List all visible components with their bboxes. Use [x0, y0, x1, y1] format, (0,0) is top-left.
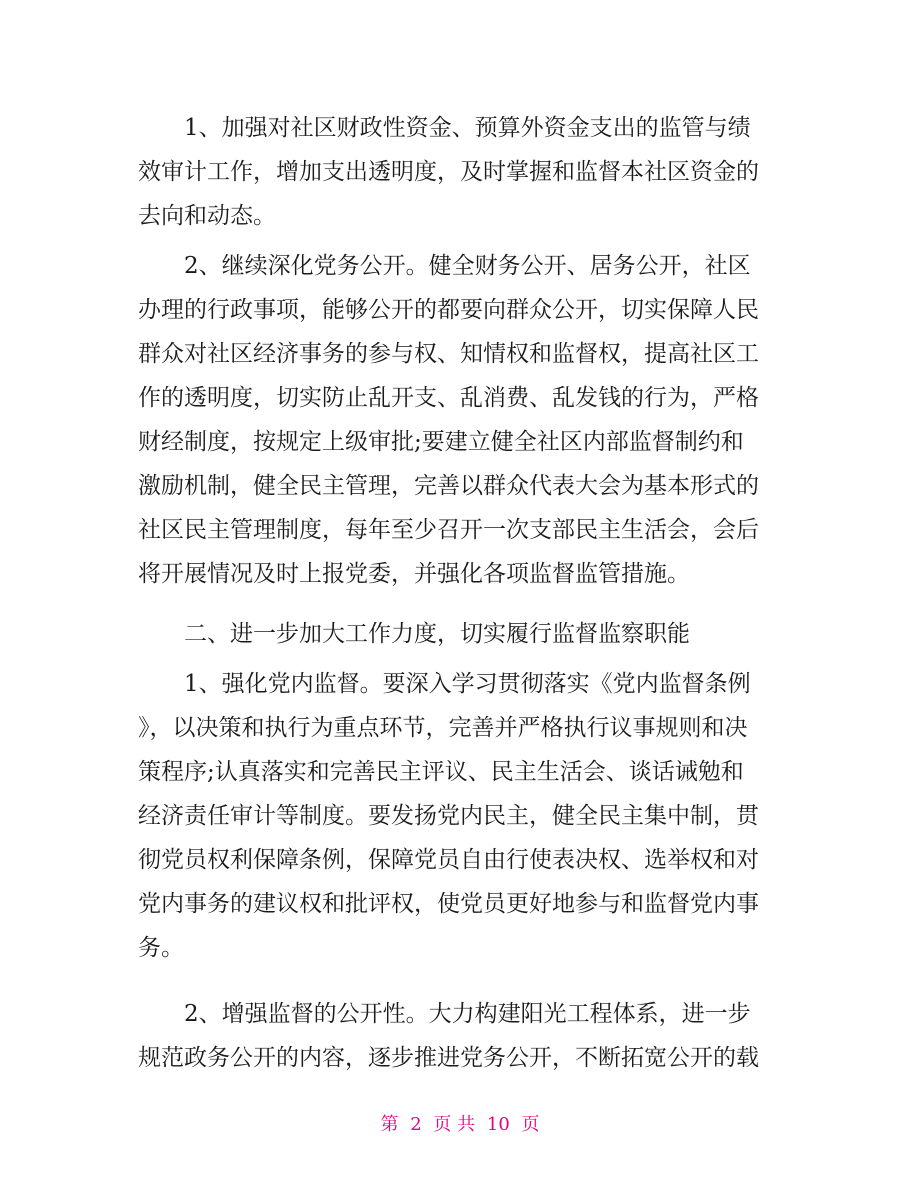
footer-mid: 页 共: [433, 1114, 476, 1135]
current-page-number: 2: [410, 1114, 422, 1135]
text-line: 1、强化党内监督。要深入学习贯彻落实《党内监督条例: [184, 671, 751, 697]
text-line: 经济责任审计等制度。要发扬党内民主，健全民主集中制，贯: [138, 803, 759, 829]
page-footer: [0, 1110, 920, 1140]
text-line: 财经制度，按规定上级审批;要建立健全社区内部监督制约和: [138, 429, 744, 455]
text-line: 2、增强监督的公开性。大力构建阳光工程体系，进一步: [184, 1001, 751, 1027]
text-line: 办理的行政事项，能够公开的都要向群众公开，切实保障人民: [138, 297, 759, 323]
text-line: 效审计工作，增加支出透明度，及时掌握和监督本社区资金的: [138, 159, 759, 185]
text-line: 规范政务公开的内容，逐步推进党务公开，不断拓宽公开的载: [138, 1045, 759, 1071]
text-line: 社区民主管理制度，每年至少召开一次支部民主生活会，会后: [138, 517, 759, 543]
text-line: 务。: [138, 935, 184, 961]
text-line: 1、加强对社区财政性资金、预算外资金支出的监管与绩: [184, 115, 751, 141]
section-heading: 二、进一步加大工作力度，切实履行监督监察职能: [184, 621, 690, 647]
total-page-count: 10: [486, 1114, 510, 1135]
footer-suffix: 页: [521, 1114, 540, 1135]
text-line: 2、继续深化党务公开。健全财务公开、居务公开，社区: [184, 253, 751, 279]
footer-prefix: 第: [380, 1114, 399, 1135]
text-line: 策程序;认真落实和完善民主评议、民主生活会、谈话诫勉和: [138, 759, 744, 785]
text-line: 群众对社区经济事务的参与权、知情权和监督权，提高社区工: [138, 341, 759, 367]
text-line: 作的透明度，切实防止乱开支、乱消费、乱发钱的行为，严格: [138, 385, 759, 411]
text-line: 彻党员权利保障条例，保障党员自由行使表决权、选举权和对: [138, 847, 759, 873]
text-line: 党内事务的建议权和批评权，使党员更好地参与和监督党内事: [138, 891, 759, 917]
text-line: 去向和动态。: [138, 203, 276, 229]
text-line: 》，以决策和执行为重点环节，完善并严格执行议事规则和决: [138, 715, 748, 741]
text-line: 激励机制，健全民主管理，完善以群众代表大会为基本形式的: [138, 473, 759, 499]
text-line: 将开展情况及时上报党委，并强化各项监督监管措施。: [138, 561, 690, 587]
